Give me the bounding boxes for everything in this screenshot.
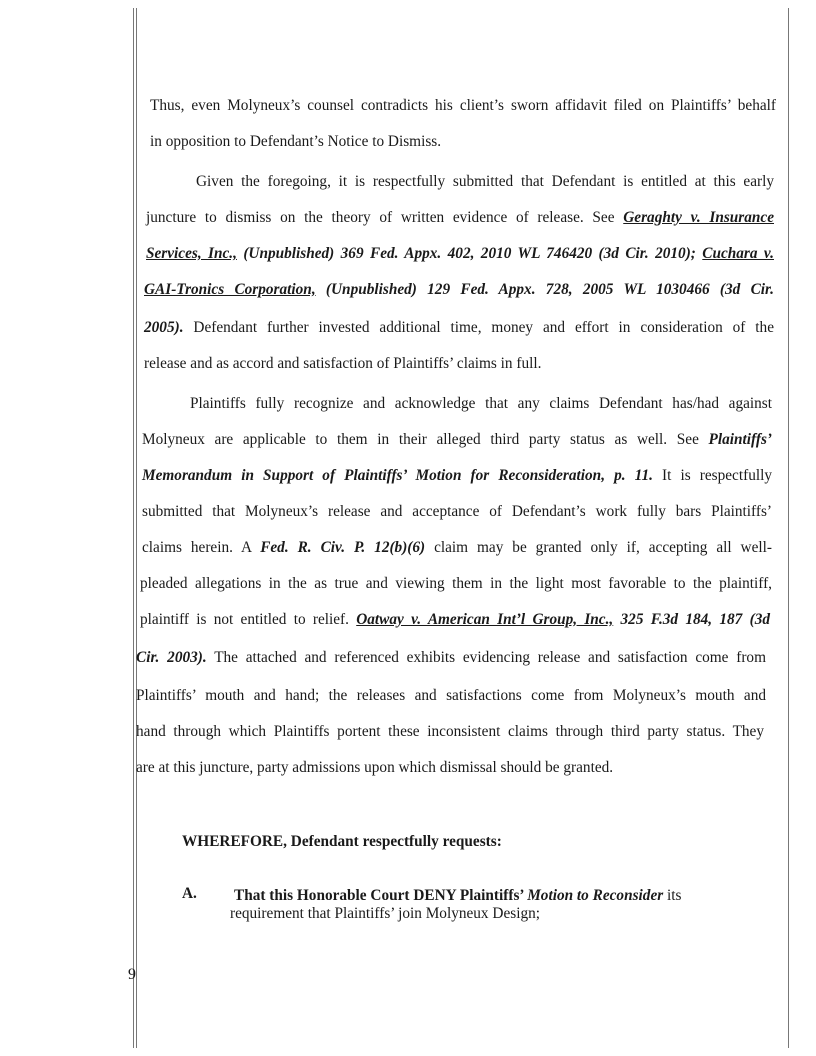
- p3-line-6: pleaded allegations in the as true and viewing them in the light most favorable to the plaintiff,: [140, 575, 772, 592]
- item-a-text-its: its: [663, 887, 682, 904]
- p2-line-3: [146, 244, 774, 264]
- case-citation-oatway: Oatway v. American Int’l Group, Inc.,: [356, 611, 614, 628]
- p2-line-5-text: Defendant further invested additional time, money and effort in consideration of the: [183, 319, 774, 336]
- p3-line-7-citation: 325 F.3d 184, 187 (3d: [613, 611, 770, 628]
- p3-line-2-text: Molyneux are applicable to them in their alleged third party status as well. See: [142, 431, 709, 448]
- p2-line-2-text: juncture to dismiss on the theory of written evidence of release. See: [146, 209, 624, 226]
- p3-line-5: [142, 538, 772, 558]
- item-a-line-2: requirement that Plaintiffs’ join Molyneux Design;: [230, 905, 540, 922]
- p2-line-4: [144, 280, 774, 300]
- item-a-text-bold: That this Honorable Court DENY Plaintiffs’: [234, 887, 528, 904]
- wherefore-heading: WHEREFORE, Defendant respectfully requests:: [182, 833, 502, 850]
- left-margin-rule-inner: [136, 8, 137, 1048]
- right-margin-rule: [788, 8, 789, 1048]
- p2-line-5: [144, 318, 774, 338]
- memorandum-citation: Memorandum in Support of Plaintiffs’ Motion for Reconsideration, p. 11.: [142, 467, 653, 484]
- case-citation-gai-tronics: GAI-Tronics Corporation,: [144, 281, 316, 298]
- item-a-motion-title: Motion to Reconsider: [527, 887, 664, 904]
- p3-line-8: [136, 648, 766, 668]
- p3-line-8-citation: Cir. 2003).: [136, 649, 207, 666]
- p1-line-1: Thus, even Molyneux’s counsel contradicts his client’s sworn affidavit filed on Plaintiffs’ behalf: [150, 97, 776, 114]
- p3-line-8-text: The attached and referenced exhibits evidencing release and satisfaction come from: [206, 649, 766, 666]
- p2-line-1: Given the foregoing, it is respectfully submitted that Defendant is entitled at this early: [196, 173, 774, 190]
- p3-line-4: submitted that Molyneux’s release and acceptance of Defendant’s work fully bars Plaintiffs’: [142, 503, 772, 520]
- p2-line-5-year: 2005).: [144, 319, 184, 336]
- p3-line-7: [140, 610, 770, 630]
- p3-line-5-text-a: claims herein. A: [142, 539, 261, 556]
- p3-line-2: [142, 430, 772, 450]
- p3-line-9: Plaintiffs’ mouth and hand; the releases and satisfactions come from Molyneux’s mouth and: [136, 687, 766, 704]
- p3-line-1: Plaintiffs fully recognize and acknowledge that any claims Defendant has/had against: [190, 395, 772, 412]
- case-citation-cuchara: Cuchara v.: [702, 245, 774, 262]
- p3-line-2-citation: Plaintiffs’: [708, 431, 772, 448]
- p3-line-10: hand through which Plaintiffs portent these inconsistent claims through third party status. They: [136, 723, 764, 740]
- p2-line-4-citation: (Unpublished) 129 Fed. Appx. 728, 2005 WL 1030466 (3d Cir.: [315, 281, 774, 298]
- case-citation-services: Services, Inc.,: [146, 245, 237, 262]
- case-citation-geraghty: Geraghty v. Insurance: [623, 209, 774, 226]
- p2-line-6: release and as accord and satisfaction of Plaintiffs’ claims in full.: [144, 355, 542, 372]
- p2-line-3-citation: (Unpublished) 369 Fed. Appx. 402, 2010 WL 746420 (3d Cir. 2010);: [236, 245, 703, 262]
- item-a-line-1: [234, 886, 681, 906]
- item-a-label: A.: [182, 885, 197, 902]
- p3-line-3-text: It is respectfully: [652, 467, 772, 484]
- p3-line-5-text-c: claim may be granted only if, accepting all well-: [425, 539, 772, 556]
- p1-line-2: in opposition to Defendant’s Notice to Dismiss.: [150, 133, 442, 150]
- p3-line-11: are at this juncture, party admissions upon which dismissal should be granted.: [136, 759, 614, 776]
- p3-line-7-text: plaintiff is not entitled to relief.: [140, 611, 357, 628]
- p2-line-2: [146, 208, 774, 228]
- page-number: 9: [128, 966, 136, 983]
- p3-line-3: [142, 466, 772, 486]
- rule-citation: Fed. R. Civ. P. 12(b)(6): [260, 539, 426, 556]
- left-margin-rule: [133, 8, 134, 1048]
